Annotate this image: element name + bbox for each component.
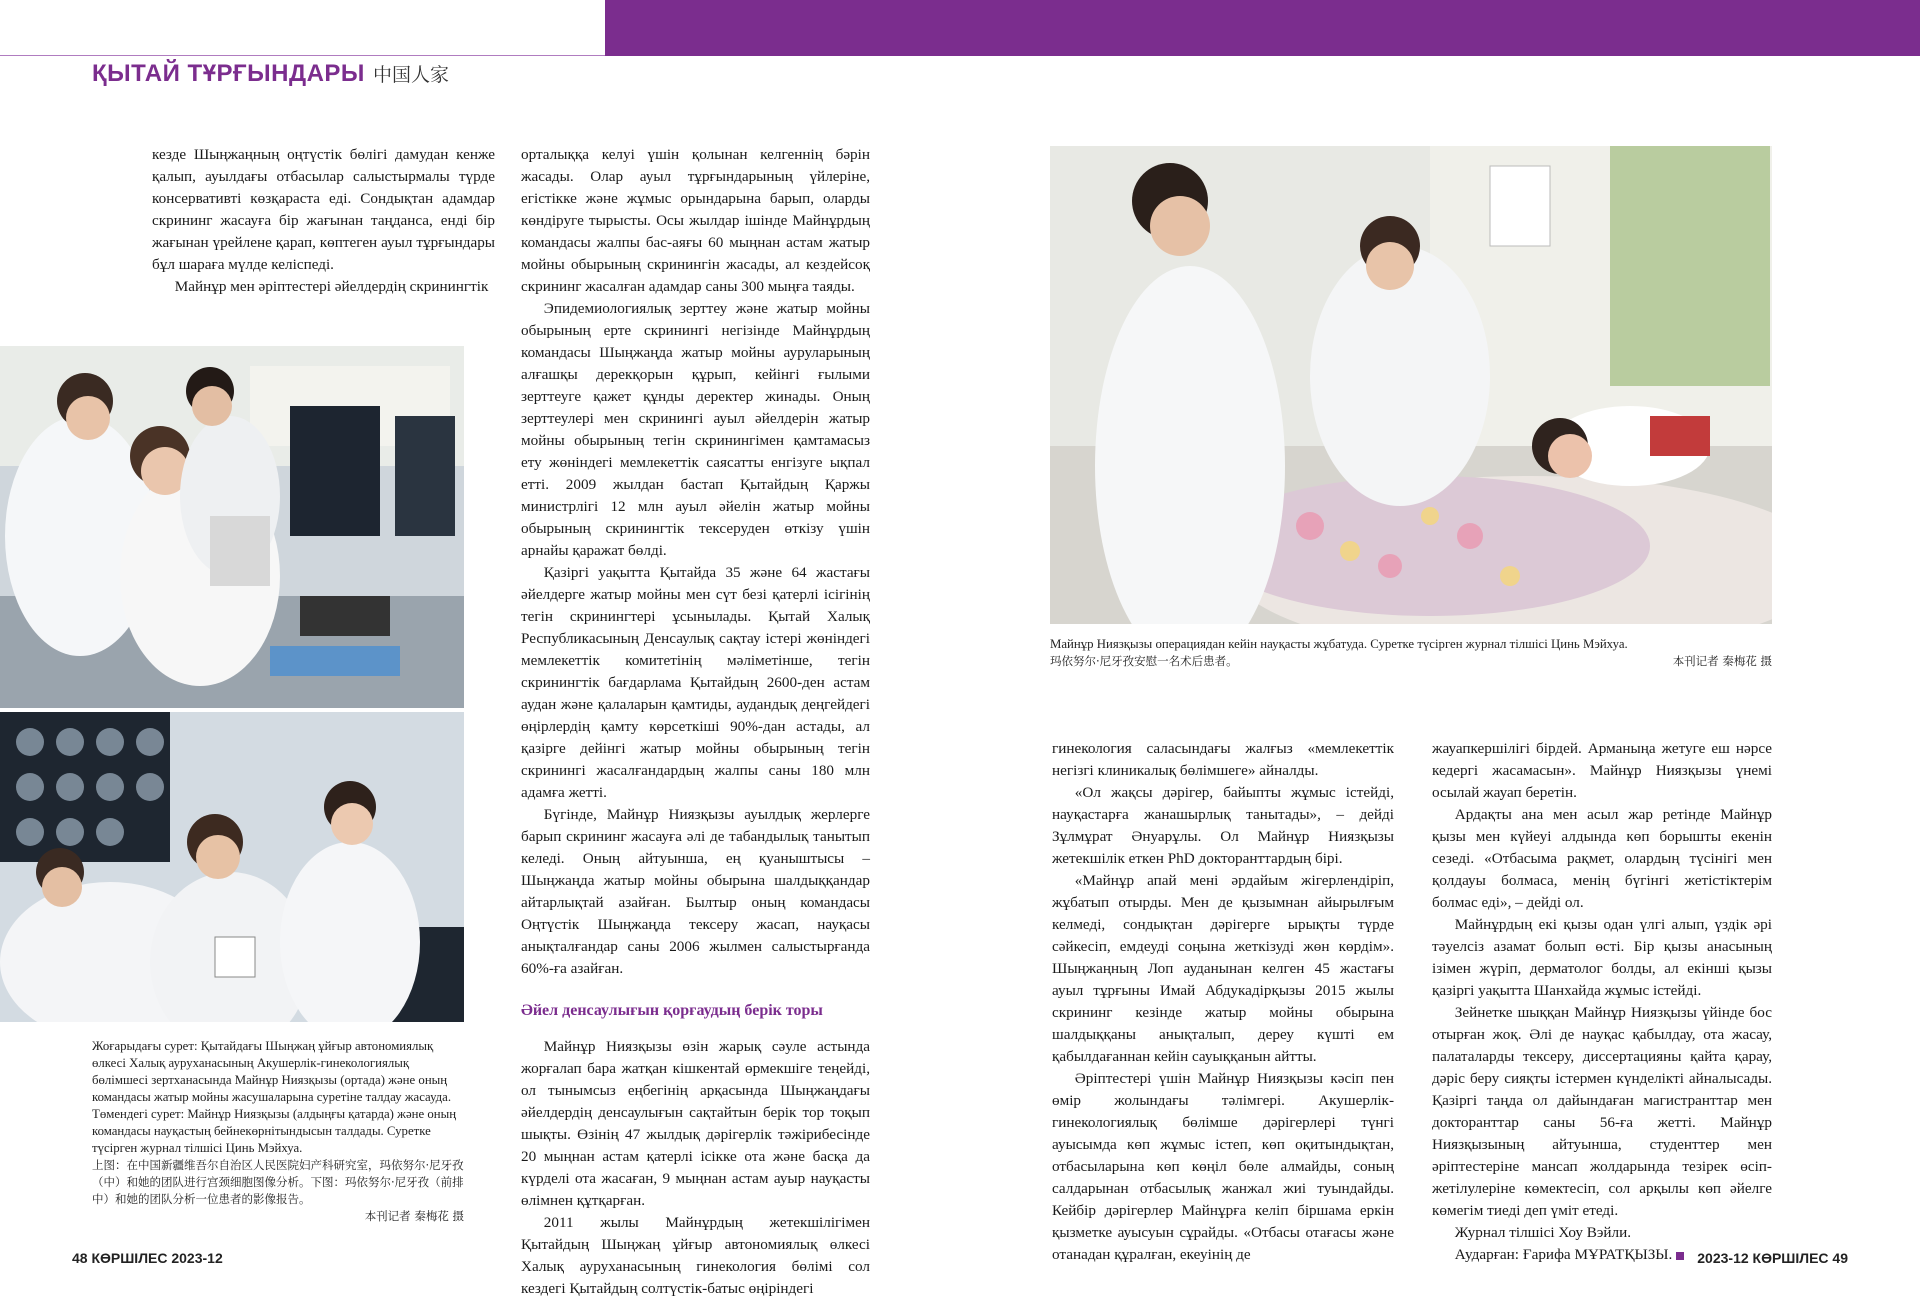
top-divider-line — [0, 55, 605, 56]
column-2 — [521, 144, 870, 1300]
reporter-line: Журнал тілшісі Хоу Вэйли. — [1454, 1224, 1632, 1241]
footer-left: 48 КӨРШІЛЕС 2023-12 — [72, 1250, 223, 1266]
footer-right: 2023-12 КӨРШІЛЕС 49 — [1697, 1250, 1848, 1266]
photo-credit: 本刊记者 秦梅花 摄 — [1672, 654, 1772, 668]
top-purple-band — [605, 0, 1920, 56]
paragraph: Қазіргі уақытта Қытайда 35 және 64 жастағы әйелдерге жатыр мойны мен сүт безі қатерлі ісігінің тегін скринингтері ұсынылады. Қытай Халық Республикасының Денсаулық сақтау істері жөніндегі мемлекеттік комитетінің мәліметінше, тегін скринингтік бағдарлама Қытайдың 2600-ден астам аудан және қалаларын қамтиды, аудандық деңгейдегі өңірлердің қамту көрсеткіші 90%-дан астады, ал қазірге дейінгі жатыр мойны обырының тегін скринингі жасалғандардың жалпы саны 180 млн адамға жетті. — [521, 564, 870, 801]
lab-photo — [0, 346, 464, 708]
caption-zh: 玛依努尔·尼牙孜安慰一名术后患者。 — [1050, 654, 1238, 668]
caption-zh: 上图：在中国新疆维吾尔自治区人民医院妇产科研究室，玛依努尔·尼牙孜（中）和她的团队进行宫颈细胞图像分析。下图：玛依努尔·尼牙孜（前排中）和她的团队分析一位患者的影像报告。 — [92, 1158, 464, 1206]
caption-kz: Майнұр Ниязқызы операциядан кейін науқасты жұбатуда. Суретке түсірген журнал тілшісі Цинь Мэйхуа. — [1050, 637, 1628, 651]
paragraph: «Майнұр апай мені әрдайым жігерлендіріп, жұбатып отырды. Мен де қызымнан айырылғым келмеді, сондықтан дәрігерге ырықты түрде сәйкесіп, емдеуді соңына жеткізуді жөн көрдім». Шыңжаңның Лоп ауданынан келген 45 жастағы ауыл тұрғыны Имай Абдукадірқызы 2015 жылы скрининг кезінде жатыр мойны обырына шалдыққаны анықталып, дереу күшті ем қабылдағаннан кейін сауыққанын айтты. — [1052, 872, 1394, 1065]
section-title: ҚЫТАЙ ТҰРҒЫНДАРЫ — [92, 60, 365, 87]
paragraph: Майнұр Ниязқызы өзін жарық сәуле астында жорғалап бара жатқан кішкентай өрмекшіге теңейді, ол тынымсыз еңбегінің арқасында Шыңжаңдағы әйелдердің денсаулығын сақтайтын берік тор тоқып шықты. Өзінің 47 жылдық дәрігерлік тәжірибесінде 20 мыңнан астам қатерлі ісікке ота және басқа да күрделі ота жасаған, 9 мыңнан астам ауыр науқасты өлімнен құтқарған. — [521, 1038, 870, 1209]
paragraph: гинекология саласындағы жалғыз «мемлекеттік негізгі клиникалық бөлімшеге» айналды. — [1052, 740, 1394, 779]
photo-credit: 本刊记者 秦梅花 摄 — [364, 1209, 464, 1223]
column-4 — [1432, 738, 1772, 1266]
translator-text: Аударған: Ғарифа МҰРАТҚЫЗЫ. — [1454, 1246, 1673, 1263]
paragraph: орталыққа келуі үшін қолынан келгеннің бәрін жасады. Олар ауыл тұрғындарының үйлеріне, егістікке және жұмыс орындарына барып, оларды көндіруге тырысты. Осы жылдар ішінде Майнұрдың командасы жалпы бас-аяғы 60 мыңнан астам жатыр мойны обырының скринингін жасады, ал кездейсоқ скрининг жасалған адамдар саны 300 мыңға таяды. — [521, 146, 870, 295]
section-title-zh: 中国人家 — [372, 64, 449, 86]
paragraph: Бүгінде, Майнұр Ниязқызы ауылдық жерлерге барып скрининг жасауға әлі де табандылық танытып келеді. Оның айтуынша, ең қуаныштысы – Шыңжаңда жатыр мойны обырына шалдыққандар айтарлықтай азайған. Былтыр оның командасы Оңтүстік Шыңжаңда тексеру жасап, науқасы анықталғандар саны 2006 жылмен салыстырғанда 60%-ға азайған. — [521, 806, 870, 977]
paragraph: Әріптестері үшін Майнұр Ниязқызы кәсіп пен өмір жолындағы тәлімгері. Акушерлік-гинекологиялық бөлімше дәрігерлері түнгі ауысымда көп жұмыс істеп, көп оқитындықтан, отбасыларына көп көңіл бөле алмайды, соның салдарынан отбасылық жанжал жиі туындайды. Кейбір дәрігерлер Майнұрға келіп біршама еркін қызметке ауысуын сұрайды. «Отбасы отағасы және отанадан құралған, екеуінің де — [1052, 1070, 1394, 1263]
caption-zh-row — [1050, 653, 1772, 670]
column-3 — [1052, 738, 1394, 1266]
paragraph: кезде Шыңжаңның оңтүстік бөлігі дамудан кенже қалып, ауылдағы отбасылар салыстырмалы түрде консервативті көзқараста еді. Сондықтан адамдар скрининг жасауға бір жағынан таңданса, енді бір жағынан үрейлене қарап, көптеген ауыл тұрғындары бұл шараға мүлде келіспеді. — [152, 146, 495, 273]
xray-photo — [0, 712, 464, 1022]
paragraph: «Ол жақсы дәрігер, байыпты жұмыс істейді, науқастарға жанашырлық танытады», – дейді Зұлмұрат Әнуарұлы. Ол Майнұр Ниязқызы жетекшілік еткен PhD докторанттардың бірі. — [1052, 784, 1394, 867]
paragraph: Ардақты ана мен асыл жар ретінде Майнұр қызы мен күйеуі алдында көп борышты екенін сезеді. «Отбасыма рақмет, олардың түсінігі мен қолдауы болмаса, менің бүгінгі жетістіктерім болмас еді», – дейді ол. — [1432, 806, 1772, 911]
paragraph: Зейнетке шыққан Майнұр Ниязқызы үйінде бос отырған жоқ. Әлі де науқас қабылдау, ота жасау, палаталарды тексеру, диссертацияны қайта қарау, дәріс беру сияқты істермен күнделікті айналысады. Қазіргі таңда ол дайындаған магистранттар мен докторанттар саны 56-ға жетті. Майнұр Ниязқызының айтуынша, студенттер мен әріптестеріне мансап жолдарында тезірек өсіп-жетілулеріне көмектесіп, сол арқылы көп әйелге көмегім тиеді деп үміт етеді. — [1432, 1004, 1772, 1219]
paragraph: жауапкершілігі бірдей. Арманыңа жетуге еш нәрсе кедергі жасамасын». Майнұр Ниязқызы үнемі осылай жауап беретін. — [1432, 740, 1772, 801]
paragraph: Майнұр мен әріптестері әйелдердің скринингтік — [174, 278, 489, 295]
subheading: Әйел денсаулығын қорғаудың берік торы — [521, 1002, 823, 1019]
column-1 — [152, 144, 495, 298]
paragraph: 2011 жылы Майнұрдың жетекшілігімен Қытайдың Шыңжаң ұйғыр автономиялық өлкесі Халық ауруханасының гинекология бөлімі сол кездегі Қытайдың солтүстік-батыс өңіріндегі — [521, 1214, 870, 1297]
paragraph: Эпидемиологиялық зерттеу және жатыр мойны обырының ерте скринингі негізінде Майнұрдың командасы Шыңжаңда жатыр мойны ауруларының алғашқы дерекқорын құрып, кейінгі ғылыми зерттеуге қажет құнды деректер жинады. Оның зерттеулері мен скринингі ауыл әйелдерін жатыр мойны обырының тегін скринингімен қамтамасыз ету жөніндегі мемлекеттік саясатты енгізуге ықпал етті. 2009 жылдан бастап Қытайдың Қаржы министрлігі 12 млн ауыл әйелін жатыр мойны обырының скринингтік тексеруден өткізу үшін арнайы қаражат бөлді. — [521, 300, 870, 559]
left-photo-caption — [92, 1038, 464, 1225]
paragraph: Майнұрдың екі қызы одан үлгі алып, үздік әрі тәуелсіз азамат болып өсті. Бір қызы анасының ізімен жүріп, дерматолог болды, ал екінші қызы қазіргі уақытта Шанхайда жұмыс істейді. — [1432, 916, 1772, 999]
right-photo-caption — [1050, 636, 1772, 670]
ward-photo — [1050, 146, 1772, 624]
caption-kz: Жоғарыдағы сурет: Қытайдағы Шыңжаң ұйғыр автономиялық өлкесі Халық ауруханасының Акушерлік-гинекологиялық бөлімшесі зертханасында Майнұр Ниязқызы (ортада) және оның командасы жатыр мойны жасушаларына суретіне талдау жасауда. Төмендегі сурет: Майнұр Ниязқызы (алдыңғы қатарда) және оның командасы науқастың бейнекөрнітындысын талдады. Суретке түсірген журнал тілшісі Цинь Мэйхуа. — [92, 1039, 457, 1155]
section-header — [92, 60, 449, 88]
end-mark-icon — [1676, 1252, 1684, 1260]
